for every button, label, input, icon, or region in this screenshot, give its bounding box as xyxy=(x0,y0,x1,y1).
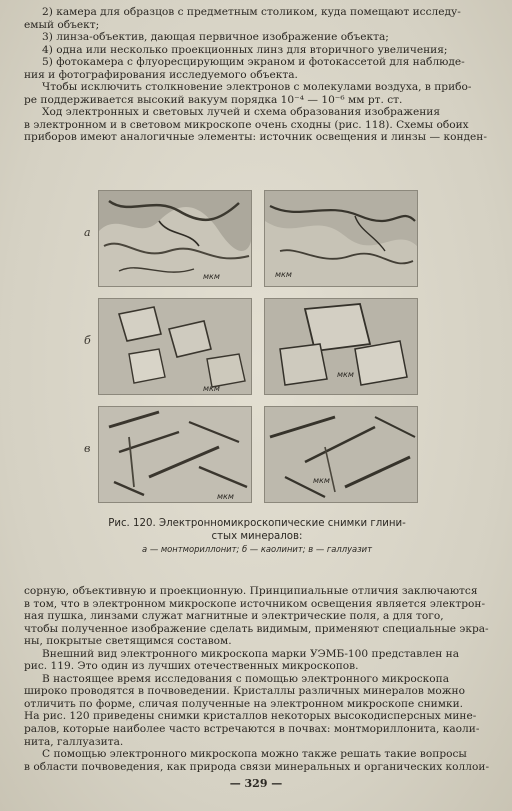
scale-label: мкм xyxy=(217,492,234,501)
text-line: в том, что в электронном микроскопе источником освещения является электрон- xyxy=(24,597,486,610)
text-line: приборов имеют аналогичные элементы: источник освещения и линзы — конден- xyxy=(24,131,487,144)
text-line: рис. 119. Это один из лучших отечественных микроскопов. xyxy=(24,660,359,673)
micrograph-halloysite-2 xyxy=(264,406,418,503)
micrograph-halloysite-1 xyxy=(98,406,252,503)
micrograph-image xyxy=(265,299,417,394)
scale-label: мкм xyxy=(275,270,292,279)
micrograph-image xyxy=(99,407,251,502)
figure-caption xyxy=(24,518,490,556)
text-line: 5) фотокамера с флуоресцирующим экраном и фотокассетой для наблюде- xyxy=(42,56,465,69)
micrograph-kaolinite-1 xyxy=(98,298,252,395)
text-line: На рис. 120 приведены снимки кристаллов некоторых высокодисперсных мине- xyxy=(24,710,477,723)
text-line: в области почвоведения, как природа связи минеральных и органических коллои- xyxy=(24,760,490,773)
caption-line: стых минералов: xyxy=(211,530,303,542)
top-text-block xyxy=(24,6,490,144)
text-line: Чтобы исключить столкновение электронов с молекулами воздуха, в прибо- xyxy=(42,81,472,94)
micrograph-image xyxy=(99,191,251,286)
scale-label: мкм xyxy=(337,370,354,379)
text-line: ная пушка, линзами служат магнитные и электрические поля, а для того, xyxy=(24,610,444,623)
row-label-a: а xyxy=(84,226,91,239)
page-number: — 329 — xyxy=(229,777,283,790)
micrograph-image xyxy=(265,191,417,286)
text-line: Ход электронных и световых лучей и схема образования изображения xyxy=(42,106,441,119)
text-line: С помощью электронного микроскопа можно также решать такие вопросы xyxy=(42,748,467,761)
bottom-text-block xyxy=(24,585,490,773)
caption-legend: а — монтмориллонит; б — каолинит; в — галлуазит xyxy=(142,544,372,554)
text-line: В настоящее время исследования с помощью электронного микроскопа xyxy=(42,672,450,685)
micrograph-kaolinite-2 xyxy=(264,298,418,395)
micrograph-image xyxy=(265,407,417,502)
scale-label: мкм xyxy=(313,476,330,485)
text-line: 3) линза-объектив, дающая первичное изображение объекта; xyxy=(42,31,389,44)
text-line: 4) одна или несколько проекционных линз для вторичного увеличения; xyxy=(42,43,448,56)
scale-label: мкм xyxy=(203,272,220,281)
text-line: емый объект; xyxy=(24,18,100,31)
text-line: нита, галлуазита. xyxy=(24,735,124,748)
text-line: сорную, объективную и проекционную. Принципиальные отличия заключаются xyxy=(24,585,478,597)
text-line: чтобы полученное изображение сделать видимым, применяют специальные экра- xyxy=(24,622,489,635)
micrograph-image xyxy=(99,299,251,394)
text-line: ре поддерживается высокий вакуум порядка 10⁻⁴ — 10⁻⁶ мм рт. ст. xyxy=(24,93,403,106)
text-line: в электронном и в световом микроскопе очень сходны (рис. 118). Схемы обоих xyxy=(24,118,469,131)
caption-line: Рис. 120. Электронномикроскопические снимки глини- xyxy=(108,518,406,529)
text-line: Внешний вид электронного микроскопа марки УЭМБ-100 представлен на xyxy=(42,647,460,660)
row-label-v: в xyxy=(84,442,91,455)
micrograph-montmorillonite-1 xyxy=(98,190,252,287)
text-line: широко проводятся в почвоведении. Кристаллы различных минералов можно xyxy=(24,685,465,698)
text-line: ния и фотографирования исследуемого объекта. xyxy=(24,68,298,81)
row-label-b: б xyxy=(84,334,91,347)
text-line: ны, покрытые светящимся составом. xyxy=(24,635,232,648)
text-line: 2) камера для образцов с предметным столиком, куда помещают исследу- xyxy=(42,6,461,18)
micrograph-figure xyxy=(84,186,424,516)
scale-label: мкм xyxy=(203,384,220,393)
micrograph-montmorillonite-2 xyxy=(264,190,418,287)
text-line: ралов, которые наиболее часто встречаются в почвах: монтмориллонита, каоли- xyxy=(24,723,480,736)
text-line: отличить по форме, сличая полученные на электронном микроскопе снимки. xyxy=(24,697,464,710)
